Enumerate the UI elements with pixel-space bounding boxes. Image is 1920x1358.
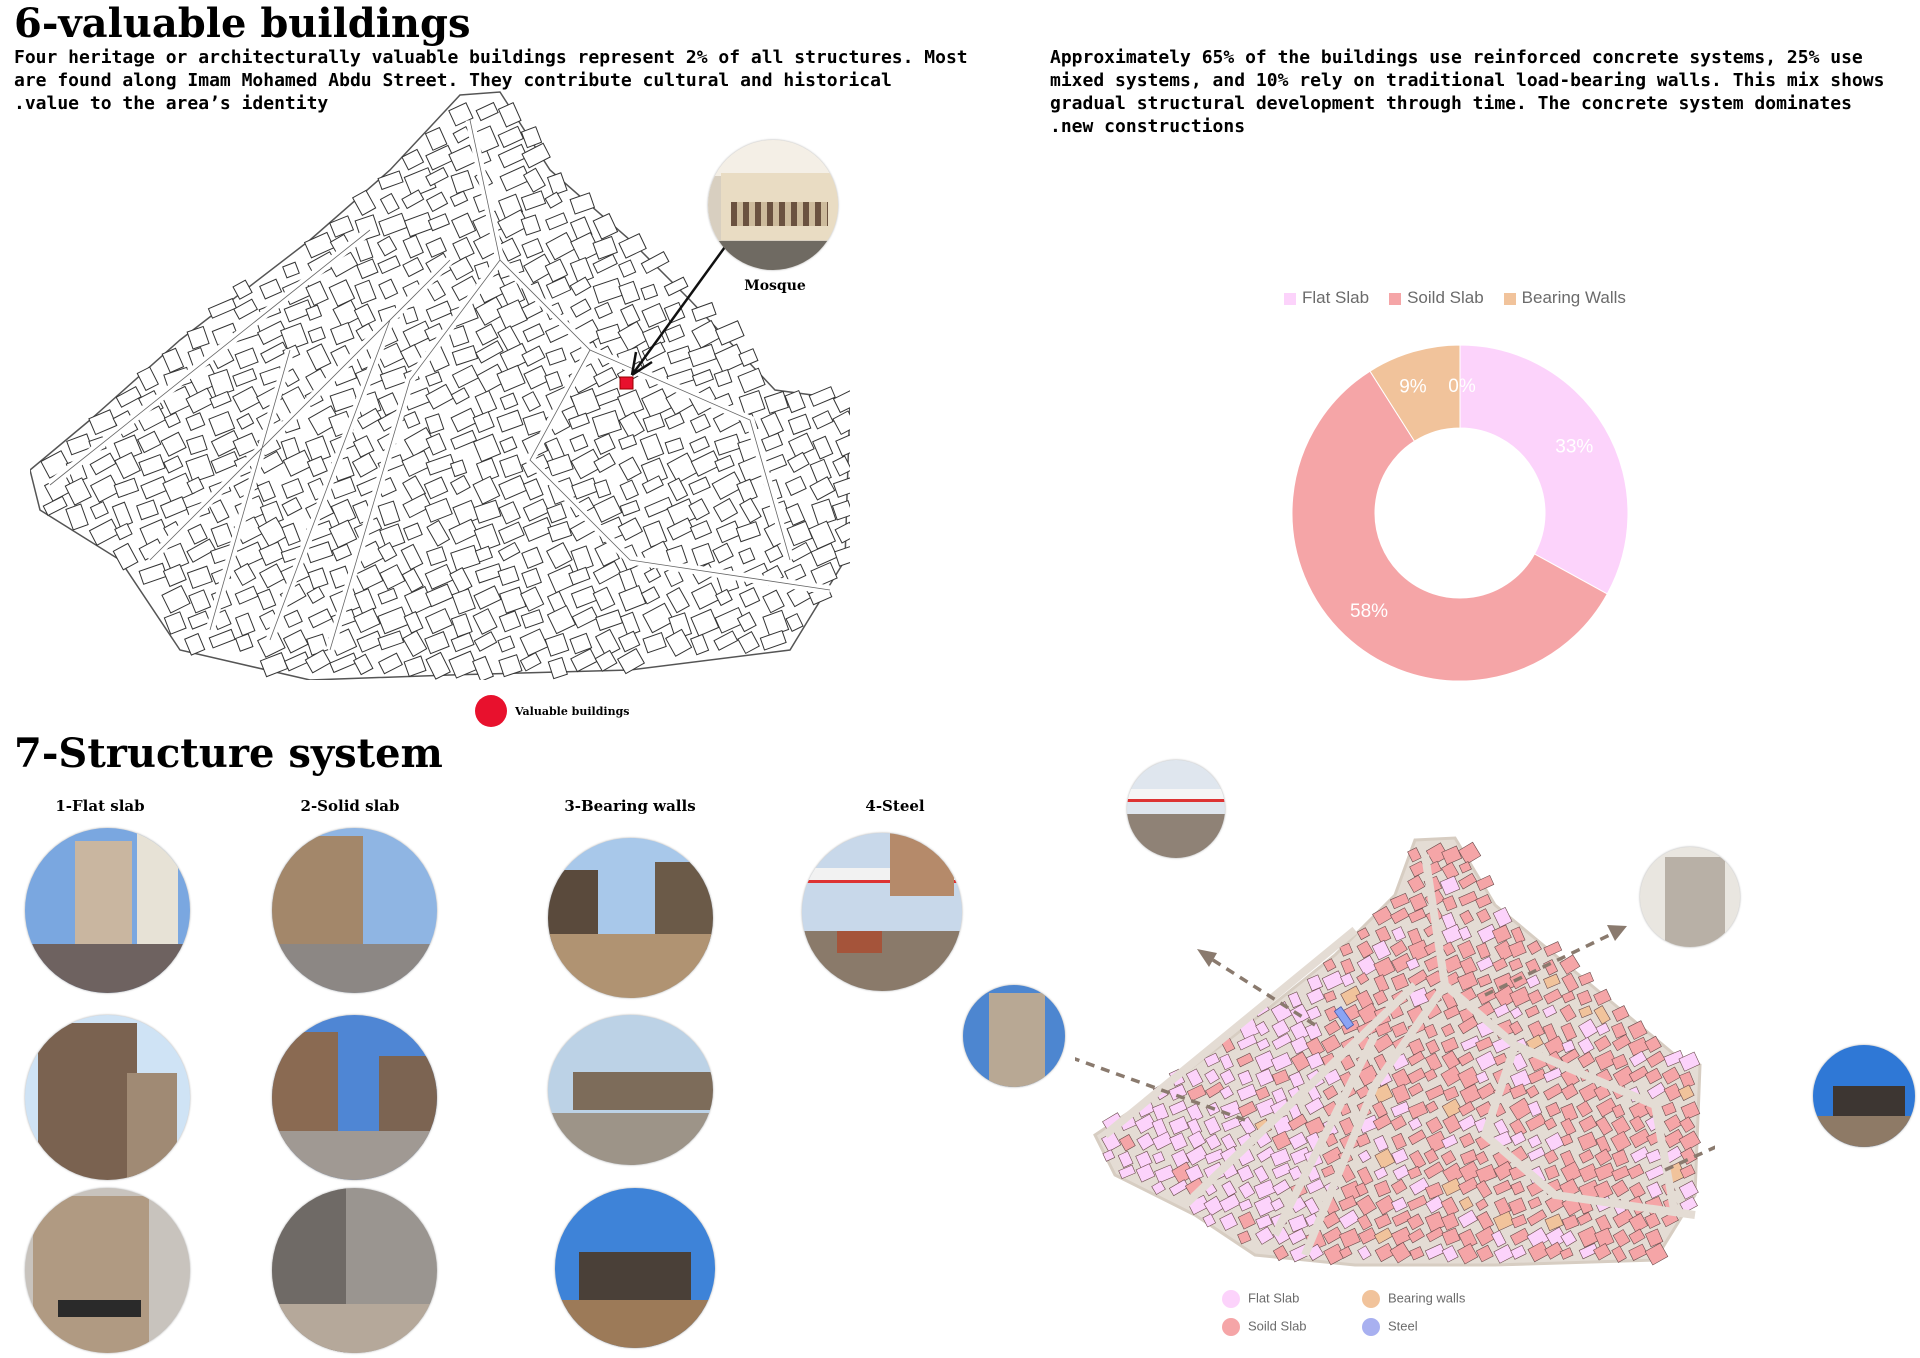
bearing-walls-photo [548,838,713,998]
valuable-building-marker [620,377,633,389]
legend-label-flat-slab: Flat Slab [1302,288,1370,307]
valuable-legend-swatch [475,695,507,727]
column-title-flat-slab: 1-Flat slab [55,797,145,815]
structure-text-line: mixed systems, and 10% rely on traditional load-bearing walls. This mix shows [1050,70,1885,91]
structure-text-line: Approximately 65% of the buildings use reinforced concrete systems, 25% use [1050,47,1863,68]
flat-slab-photo [25,1188,190,1353]
structure-text-line: gradual structural development through time. The concrete system dominates [1050,93,1852,114]
donut-label-3: 0% [1448,376,1476,397]
structure-map [1075,835,1715,1270]
structure-text-line: .new constructions [1050,116,1246,137]
legend-label-bearing-walls: Bearing Walls [1521,288,1626,307]
map-legend-label-solid: Soild Slab [1248,1318,1307,1334]
map-legend-swatch-bearing [1362,1290,1380,1308]
column-title-solid-slab: 2-Solid slab [300,797,400,815]
flat-slab-photo [25,1015,190,1180]
mosque-photo [708,140,838,270]
steel-photo [802,833,962,991]
flat-slab-photo [25,828,190,993]
map-legend-label-flat: Flat Slab [1248,1290,1300,1306]
map-legend-item-flat [1222,1290,1299,1308]
donut-label-1: 58% [1350,600,1389,622]
chart-legend-item [1284,288,1369,308]
valuable-legend [475,695,629,727]
structure-donut-chart [1280,340,1640,700]
chart-legend-item [1389,288,1484,308]
donut-label-0: 33% [1555,436,1594,458]
legend-label-soild-slab: Soild Slab [1407,288,1484,307]
map-legend-swatch-solid [1222,1318,1240,1336]
structure-text [1050,46,1884,138]
donut-slice-0 [1460,345,1628,594]
valuable-legend-label: Valuable buildings [515,704,630,718]
map-legend-item-solid [1222,1318,1307,1336]
map-legend-swatch-steel [1362,1318,1380,1336]
map-photo-workshop [1813,1045,1915,1147]
legend-swatch-flat-slab [1284,293,1296,305]
donut-label-2: 9% [1399,376,1427,398]
column-title-steel: 4-Steel [865,797,925,815]
bearing-walls-photo [555,1188,715,1348]
section6-title: 6-valuable buildings [14,0,471,47]
map-photo-tower [963,985,1065,1087]
mosque-label: Mosque [744,278,806,294]
solid-slab-photo [272,828,437,993]
map-legend-item-steel [1362,1318,1418,1336]
bearing-walls-photo [548,1015,713,1165]
chart-legend-item [1504,288,1626,308]
section6-text-line: .value to the area’s identity [14,93,329,114]
map-legend-label-bearing: Bearing walls [1388,1290,1466,1306]
legend-swatch-bearing-walls [1504,293,1516,305]
map-legend-label-steel: Steel [1388,1318,1418,1334]
map-legend-swatch-flat [1222,1290,1240,1308]
legend-swatch-soild-slab [1389,293,1401,305]
map-photo-gas-station [1127,760,1225,858]
chart-legend [1284,288,1626,308]
section6-text-line: are found along Imam Mohamed Abdu Street. They contribute cultural and historical [14,70,892,91]
column-title-bearing-walls: 3-Bearing walls [564,797,696,815]
section6-text-line: Four heritage or architecturally valuable buildings represent 2% of all structures. Most [14,47,968,68]
solid-slab-photo [272,1188,437,1353]
map-photo-building [1640,847,1740,947]
solid-slab-photo [272,1015,437,1180]
map-legend-item-bearing [1362,1290,1465,1308]
section7-title: 7-Structure system [14,730,443,777]
